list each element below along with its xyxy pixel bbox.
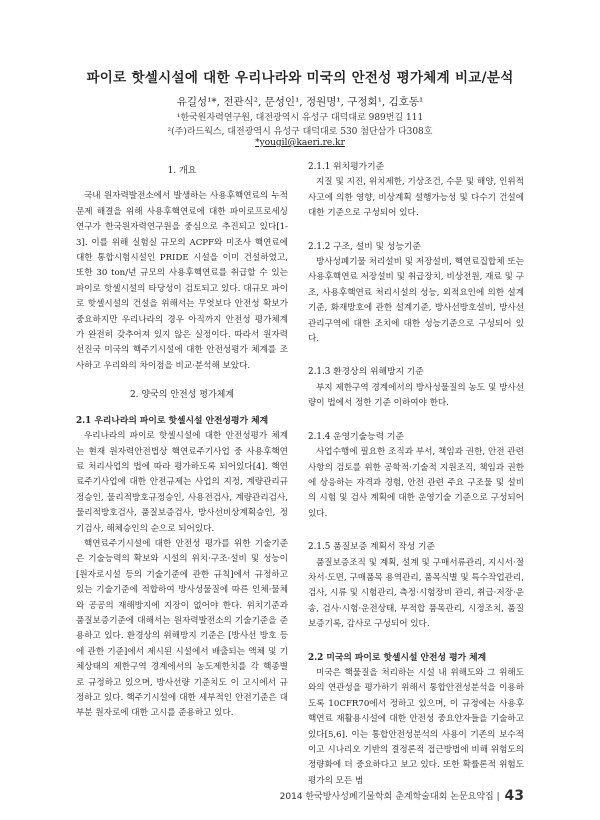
subsection-heading-location: 2.1.1 위치평가기준 xyxy=(308,162,385,172)
subsection-heading-korea: 2.1 우리나라의 파이로 핫셀시설 안전성평가 체계 xyxy=(76,415,269,426)
section-heading-evaluation: 2. 양국의 안전성 평가체계 xyxy=(129,390,235,401)
affiliation-1: ¹한국원자력연구원, 대전광역시 유성구 대덕대로 989번길 111 xyxy=(176,113,424,123)
subsection-heading-structure: 2.1.2 구조, 설비 및 성능기준 xyxy=(308,241,421,252)
author-list: 유길성¹*, 전관식², 문성인¹, 정원명¹, 구정회¹, 김호동¹ xyxy=(176,96,424,108)
section-heading-overview: 1. 개요 xyxy=(167,166,197,176)
environment-paragraph: 부지 제한구역 경계에서의 방사성물질의 농도 및 방사선량이 법에서 정한 기준 이하여야 한다. xyxy=(308,382,524,409)
right-column xyxy=(308,160,524,789)
subsection-heading-environment: 2.1.3 환경상의 위해방지 기준 xyxy=(308,367,424,378)
structure-paragraph: 방사성폐기물 처리설비 및 저장설비, 핵연료집합체 또는 사용후핵연료 저장설비 및 취급장치, 비상전원, 재료 및 구조, 사용후핵연료 처리시설의 성능, 외적요인에 의한 설계기준, 화재방호에 관한 설계기준, 방사선방호설비, 방사선관리구역에 대한 조치에 대한 성능기준으로 구성되어 있다. xyxy=(308,257,524,345)
overview-paragraph: 국내 원자력발전소에서 발생하는 사용후핵연료의 누적문제 해결을 위해 사용후핵연료에 대한 파이로프로세싱 연구가 한국원자력연구원을 중심으로 추진되고 있다[1-3]. 이를 위해 실험실 규모의 ACPF와 미조사 핵연료에 대한 통합시험시설인 PRIDE 시설을 이미 건설하였고, 또한 30 ton/년 규모의 사용후핵연료를 취급할 수 있는 파이로 핫셀시설의 타당성이 검토되고 있다. 대규모 파이로 핫셀시설의 건설을 위해서는 무엇보다 안전성 확보가 중요하지만 우리나라의 경우 아직까지 안전성 평가체계가 완전히 갖추어져 있지 않은 실정이다. 따라서 원자력 선진국 미국의 핵주기시설에 대한 안전성평가 체계를 조사하고 우리와의 차이점을 비교·분석해 보았다. xyxy=(76,191,288,371)
page-footer xyxy=(280,788,524,804)
quality-paragraph: 품질보증조직 및 계획, 설계 및 구매서류관리, 지시서·절차서·도면, 구매품목 용역관리, 품목식별 및 특수작업관리, 검사, 시류 및 시험관리, 측정·시험장비 관리, 취급·저장·운송, 검사·시험·운전상태, 부적합 품목관리, 시정조치, 품질보증기록, 감사로 구성되어 있다. xyxy=(308,557,524,630)
page-number: 43 xyxy=(504,788,524,804)
usa-paragraph: 미국은 핵물질을 처리하는 시설 내 위해도와 그 위해도와의 연관성을 평가하기 위해서 통합안전성분석을 이용하도록 10CFR70에서 정하고 있으며, 이 규정에는 사용후핵연료 재활용시설에 대한 안전성 중요안자들을 기술하고 있다[5,6]. 이는 통합안전성분석의 사용이 기존의 보수적이고 시나리오 기반의 결정론적 접근방법에 비해 위험도의 정량화에 더 중요하다고 보고 있다. 또한 확률론적 위험도 평가의 모든 범 xyxy=(308,667,524,786)
footer-separator: | xyxy=(496,792,500,802)
subsection-heading-usa: 2.2 미국의 파이로 핫셀시설 안전성 평가 체계 xyxy=(308,652,487,663)
corresponding-email[interactable]: *yougil@kaeri.re.kr xyxy=(255,138,345,148)
korea-paragraph-1: 우리나라의 파이로 핫셀시설에 대한 안전성평가 체계는 현재 원자력안전법상 핵연료주기사업 중 사용후핵연료 처리사업의 법에 따라 평가하도록 되어있다[4]. 핵연료주기사업에 대한 안전규제는 사업의 지정, 계량관리규정승인, 물리적방호규정승인, 사용전검사, 계량관리검사, 물리적방호검사, 품질보증검사, 방사선비상계획승인, 정기검사, 해체승인의 순으로 되어있다. xyxy=(76,431,288,534)
subsection-heading-operation: 2.1.4 운영기술능력 기준 xyxy=(308,431,404,442)
korea-paragraph-2: 핵연료주기시설에 대한 안전성 평가를 위한 기술기준은 기술능력의 확보와 시설의 위치·구조·설비 및 성능이 [원자로시설 등의 기술기준에 관한 규칙]에서 규정하고 있는 기술기준에 적합하여 방사성물질에 따른 인체·물체와 공공의 재해방지에 지장이 없어야 한다. 위치기준과 품질보증기준에 대해서는 원자력발전소의 기술기준을 준용하고 있다. 환경상의 위해방지 기준은 [방사선 방호 등에 관한 기준]에서 제시된 시설에서 배출되는 액체 및 기체상태의 제한구역 경계에서의 농도제한치를 각 핵종별로 규정하고 있으며, 방사선량 기준치도 이 고시에서 규정하고 있다. 핵주기시설에 대한 세부적인 안전기준은 대부분 원자로에 대한 고시를 준용하고 있다. xyxy=(76,538,288,719)
subsection-heading-quality: 2.1.5 품질보증 계획서 작성 기준 xyxy=(308,542,436,553)
left-column xyxy=(76,160,288,722)
footer-text: 2014 한국방사성폐기물학회 춘계학술대회 논문요약집 xyxy=(279,792,494,802)
location-paragraph: 지질 및 지진, 위치제한, 기상조건, 수문 및 해양, 인위적 사고에 의한 영향, 비상계획 설행가능성 및 다수기 건설에 대한 기준으로 구성되어 있다. xyxy=(308,177,524,219)
affiliation-2: ²(주)라드웍스, 대전광역시 유성구 대덕대로 530 첨단삼가 다308호 xyxy=(167,127,433,137)
operation-paragraph: 사업수행에 필요한 조직과 부서, 책임과 권한, 안전 관련 사항의 검토를 위한 공학적·기술적 지원조직, 책임과 권한에 상응하는 자격과 경험, 안전 관련 주요 구조물 및 설비의 시험 및 검사 계획에 대한 운영기술 기준으로 구성되어 있다. xyxy=(308,447,524,519)
paper-title: 파이로 핫셀시설에 대한 우리나라와 미국의 안전성 평가체계 비교/분석 xyxy=(86,70,514,86)
